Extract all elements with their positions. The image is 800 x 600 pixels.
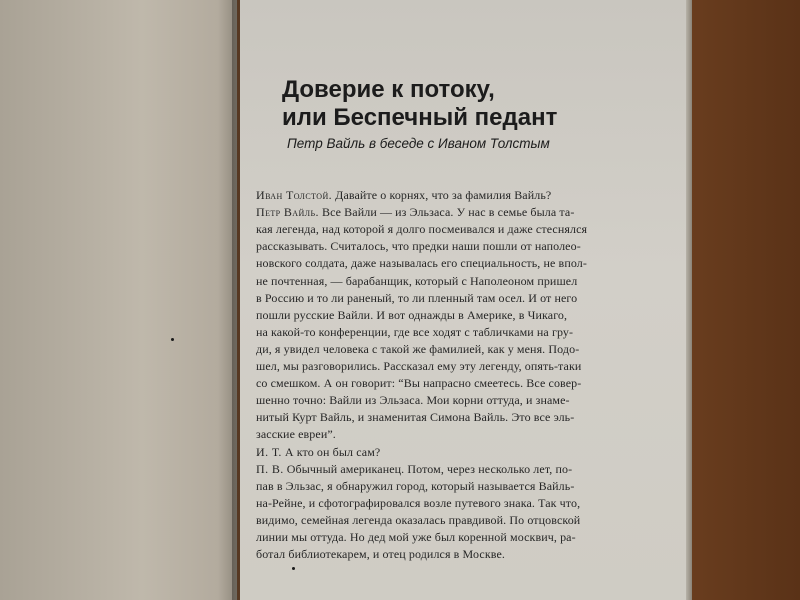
body-line [256,393,684,407]
body-line [256,427,684,441]
body-text: рассказывать. Считалось, что предки наши пошли от наполео- [256,239,581,254]
body-line [256,239,684,253]
body-text: Все Вайли — из Эльзаса. У нас в семье была та- [318,205,575,220]
body-line [256,308,684,322]
body-line [256,410,684,424]
speaker-name: Иван Толстой. [256,188,333,202]
body-line [256,445,684,459]
body-text: на какой-то конференции, где все ходят с табличками на гру- [256,324,574,339]
body-text: шенно точно: Вайли из Эльзаса. Мои корни оттуда, и знаме- [256,393,570,408]
body-text: Обычный американец. Потом, через несколько лет, по- [283,461,573,476]
chapter-subtitle: Петр Вайль в беседе с Иваном Толстым [287,136,550,151]
body-text: А кто он был сам? [281,444,381,459]
body-text: не почтенная, — барабанщик, который с Наполеоном пришел [256,273,578,288]
body-text: в Россию и то ли раненый, то ли пленный там осел. И от него [256,290,578,305]
body-line [256,342,684,356]
body-text: ботал библиотекарем, и отец родился в Москве. [256,547,505,562]
body-line [256,274,684,288]
body-line [256,513,684,527]
dust-speck [292,567,295,570]
body-line [256,547,684,561]
body-line [256,256,684,270]
body-line [256,222,684,236]
body-text: Давайте о корнях, что за фамилия Вайль? [332,188,552,202]
body-text: ди, я увидел человека с такой же фамилией, как у меня. Подо- [256,341,580,356]
speaker-name: И. Т. [256,444,282,459]
speaker-name: П. В. [256,461,284,476]
body-text: засские евреи”. [256,427,336,442]
body-line [256,205,684,219]
body-line [256,479,684,493]
body-text: новского солдата, даже называлась его специальность, не впол- [256,256,587,271]
body-line [256,325,684,339]
body-line [256,291,684,305]
chapter-title-line-1: Доверие к потоку, [282,76,495,103]
body-text: пав в Эльзас, я обнаружил город, который называется Вайль- [256,478,575,493]
body-line [256,530,684,544]
body-line [256,496,684,510]
body-text: линии мы оттуда. Но дед мой уже был коренной москвич, ра- [256,530,576,544]
body-text: кая легенда, над которой я долго посмеивался и даже стеснялся [256,222,588,237]
body-text: со смешком. А он говорит: “Вы напрасно смеетесь. Все совер- [256,376,582,391]
body-line [256,359,684,373]
body-line [256,462,684,476]
body-line [256,376,684,390]
body-text: шел, мы разговорились. Рассказал ему эту легенду, опять-таки [256,359,582,373]
body-text: видимо, семейная легенда оказалась правдивой. По отцовской [256,512,581,527]
speaker-name: Петр Вайль. [256,205,319,220]
body-text: на-Рейне, и сфотографировался возле путевого знака. Так что, [256,495,581,510]
page-edge [686,0,692,600]
left-blank-page [0,0,237,600]
body-text: пошли русские Вайли. И вот однажды в Америке, в Чикаго, [256,307,568,322]
right-page [240,0,688,600]
body-line [256,188,684,202]
chapter-title-line-2: или Беспечный педант [282,104,558,131]
dust-speck [171,338,174,341]
body-text: нитый Курт Вайль, и знаменитая Симона Вайль. Это все эль- [256,410,575,425]
